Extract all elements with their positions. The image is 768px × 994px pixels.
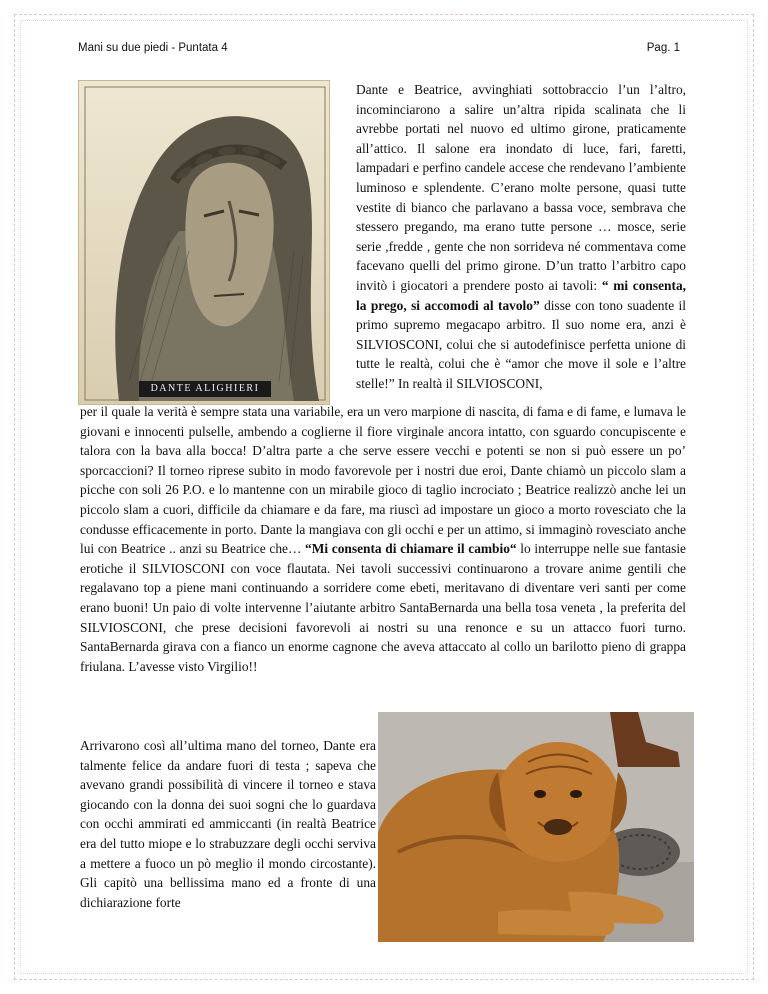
paragraph-2: per il quale la verità è sempre stata una variabile, era un vero marpione di nascita, di fama e di fame, e lumava le giovani e innocenti pulselle, ambendo a coglierne il fiore virginale ancora intatto, con sguardo concupiscente e talora con la bava alla bocca! D’altra parte a che serve essere vecchi e potenti se non si può essere un po’ sporcaccioni? Il torneo riprese subito in modo favorevole per i nostri due eroi, Dante chiamò un piccolo slam a picche con soli 26 P.O. e lo mantenne con un mirabile gioco di taglio incrociato ; Beatrice realizzò anche lei un piccolo slam a cuori, difficile da chiamare e da fare, ma riuscì ad impostare un gioco a morto rovesciato che la condusse efficacemente in porto. Dante la mangiava con gli occhi e per un attimo, si immaginò rovesciato anche lui con Beatrice .. anzi su Beatrice che… “Mi consenta di chiamare il cambio“ lo interruppe nelle sue fantasie erotiche il SILVIOSCONI con voce flautata. Nei tavoli successivi continuarono a trovare anime gentili che regalavano top a piene mani continuando a sorridere come ebeti, meritavano di diventare veri santi per come erano buoni! Un paio di volte intervenne l’aiutante arbitro SantaBernarda una bella tosa veneta , la preferita del SILVIOSCONI, che prese decisioni favorevoli ai nostri su una renonce e su un attacco fuori turno. SantaBernarda girava con a fianco un enorme cagnone che aveva attaccato al collo un barilotto pieno di grappa friulana. L’avesse visto Virgilio!! — [80, 404, 686, 674]
paragraph-1: Dante e Beatrice, avvinghiati sottobraccio l’un l’altro, incominciarono a salire un’altra ripida scalinata che li avrebbe portati nel nuovo ed ultimo girone, praticamente all’attico. Il salone era inondato di luce, fari, faretti, lampadari e perfino candele accese che rendevano l’ambiente luminoso e splendente. C’erano molte persone, quasi tutte vestite di bianco che parlavano a bassa voce, sembrava che stessero pregando, ma erano tutte persone … mosce, serie serie ,fredde , gente che non sorrideva né commentava come facevano quelli del primo girone. D’un tratto l’arbitro capo invitò i giocatori a prendere posto ai tavoli: “ mi consenta, la prego, si accomodi al tavolo” disse con tono suadente il primo supremo megacapo arbitro. Il suo nome era, anzi è SILVIOSCONI, colui che si autodefinisce perfetta unione di tutte le realtà, colui che è “amor che move il sole e l’altre stelle!” In realtà il SILVIOSCONI, — [356, 82, 686, 391]
portrait-caption: DANTE ALIGHIERI — [139, 381, 271, 397]
dog-photo-illustration — [378, 712, 694, 942]
header-title: Mani su due piedi - Puntata 4 — [78, 42, 228, 54]
dante-portrait-illustration — [79, 81, 330, 405]
dog-photo-image — [378, 712, 694, 942]
paragraph-3: Arrivarono così all’ultima mano del torneo, Dante era talmente felice da andare fuori di testa ; sapeva che avevano grandi possibilità di vincere il torneo e stava giocando con la donna dei suoi sogni che lo guardava con occhi ammirati ed ammiccanti (in realtà Beatrice era del tutto miope e lo strabuzzare degli occhi serviva a mettere a fuoco un pò meglio il mondo circostante). Gli capitò una bellissima mano ed a fronte di una dichiarazione forte — [80, 738, 376, 910]
dante-portrait-image — [78, 80, 330, 405]
header-page-number: Pag. 1 — [646, 42, 680, 54]
